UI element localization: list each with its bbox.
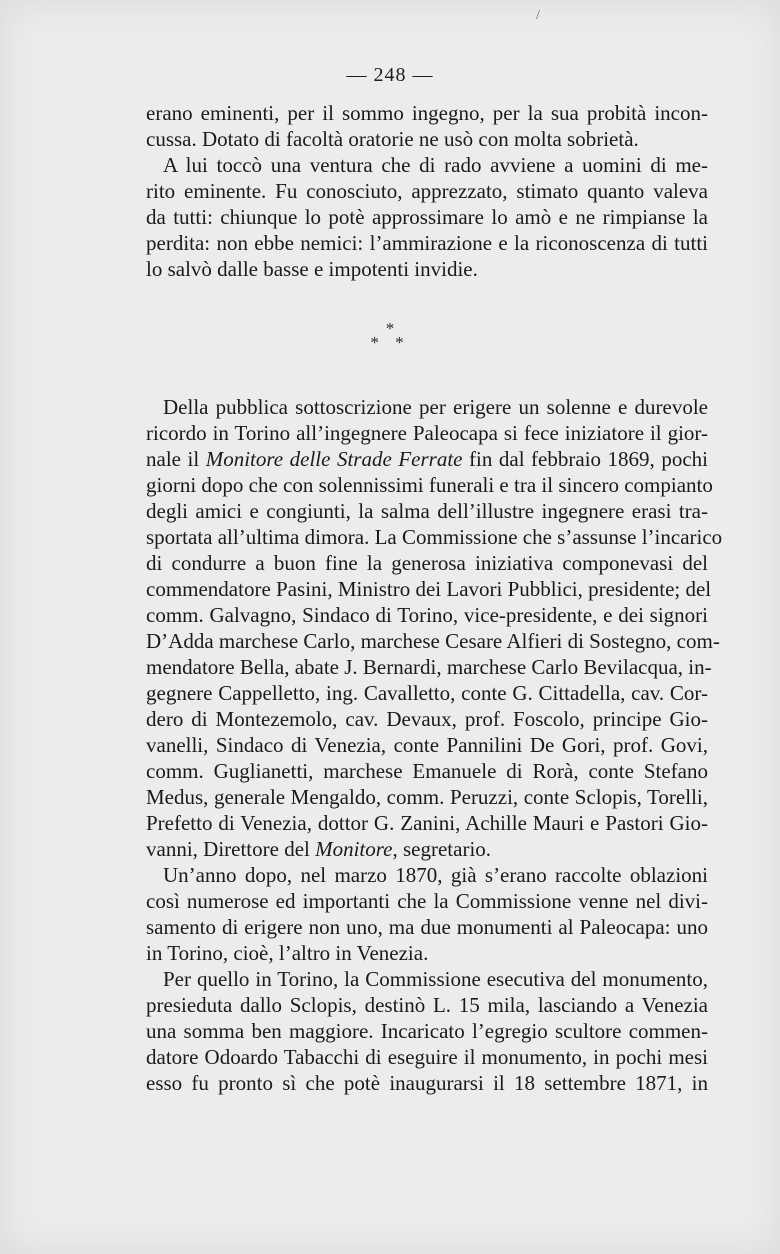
italic-title: Monitore delle Strade Ferrate	[205, 447, 463, 471]
text-line: una somma ben maggiore. Incaricato l’egregio scultore commen-	[146, 1019, 708, 1043]
text-line: erano eminenti, per il sommo ingegno, per la sua probità incon-	[146, 101, 708, 125]
text-line: commendatore Pasini, Ministro dei Lavori Pubblici, presidente; del	[146, 577, 712, 601]
text-line: Per quello in Torino, la Commissione esecutiva del monumento,	[163, 967, 708, 991]
text-line: Prefetto di Venezia, dottor G. Zanini, Achille Mauri e Pastori Gio-	[146, 811, 708, 835]
text-line: esso fu pronto sì che potè inaugurarsi il 18 settembre 1871, in	[146, 1071, 708, 1095]
text-line: Un’anno dopo, nel marzo 1870, già s’erano raccolte oblazioni	[163, 863, 708, 887]
page-number: — 248 —	[346, 64, 434, 86]
text-line: Medus, generale Mengaldo, comm. Peruzzi, conte Sclopis, Torelli,	[146, 785, 708, 809]
text-line: A lui toccò una ventura che di rado avviene a uomini di me-	[163, 153, 708, 177]
separator-bottom-stars: * *	[370, 333, 410, 352]
text-line: così numerose ed importanti che la Commissione venne nel divi-	[146, 889, 708, 913]
text-line: gegnere Cappelletto, ing. Cavalletto, conte G. Cittadella, cav. Cor-	[146, 681, 708, 705]
stray-tick-mark: /	[536, 8, 540, 23]
text-line: comm. Guglianetti, marchese Emanuele di Rorà, conte Stefano	[146, 759, 708, 783]
text-line: sportata all’ultima dimora. La Commissione che s’assunse l’incarico	[146, 525, 723, 549]
text-line: Della pubblica sottoscrizione per erigere un solenne e durevole	[163, 395, 708, 419]
text-line: mendatore Bella, abate J. Bernardi, marchese Carlo Bevilacqua, in-	[146, 655, 712, 679]
italic-title: Monitore	[315, 837, 393, 861]
section-separator	[0, 319, 780, 352]
separator-top-star: *	[385, 319, 395, 338]
text-line: giorni dopo che con solennissimi funerali e tra il sincero compianto	[146, 473, 713, 497]
text-line: degli amici e congiunti, la salma dell’illustre ingegnere erasi tra-	[146, 499, 708, 523]
text-line: ricordo in Torino all’ingegnere Paleocapa si fece iniziatore il gior-	[146, 421, 708, 445]
text-line: datore Odoardo Tabacchi di eseguire il monumento, in pochi mesi	[146, 1045, 708, 1069]
text-line: samento di erigere non uno, ma due monumenti al Paleocapa: uno	[146, 915, 708, 939]
text-line: presieduta dallo Sclopis, destinò L. 15 mila, lasciando a Venezia	[146, 993, 708, 1017]
text-line: nale il Monitore delle Strade Ferrate fin dal febbraio 1869, pochi	[146, 447, 708, 471]
text-line: vanelli, Sindaco di Venezia, conte Pannilini De Gori, prof. Govi,	[146, 733, 708, 757]
text-line: perdita: non ebbe nemici: l’ammirazione e la riconoscenza di tutti	[146, 231, 708, 255]
text-line: vanni, Direttore del Monitore, segretario.	[146, 837, 492, 861]
text-line: in Torino, cioè, l’altro in Venezia.	[146, 941, 429, 965]
text-line: di condurre a buon fine la generosa iniziativa componevasi del	[146, 551, 708, 575]
text-line: da tutti: chiunque lo potè approssimare lo amò e ne rimpianse la	[146, 205, 708, 229]
text-line: lo salvò dalle basse e impotenti invidie.	[146, 257, 478, 281]
text-line: comm. Galvagno, Sindaco di Torino, vice-presidente, e dei signori	[146, 603, 708, 627]
text-line: rito eminente. Fu conosciuto, apprezzato, stimato quanto valeva	[146, 179, 708, 203]
text-line: D’Adda marchese Carlo, marchese Cesare Alfieri di Sostegno, com-	[146, 629, 720, 653]
text-line: dero di Montezemolo, cav. Devaux, prof. Foscolo, principe Gio-	[146, 707, 708, 731]
text-line: cussa. Dotato di facoltà oratorie ne usò con molta sobrietà.	[146, 127, 639, 151]
